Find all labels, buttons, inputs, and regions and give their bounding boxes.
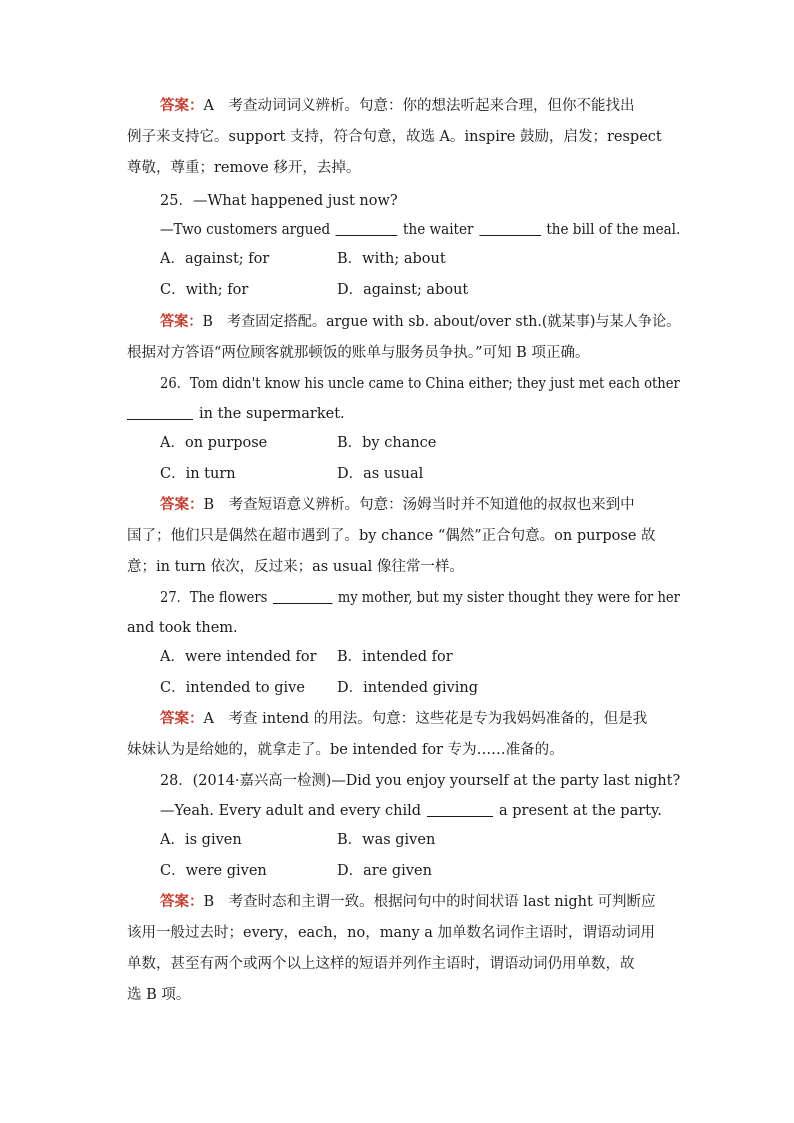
answer-label: 答案： xyxy=(160,893,204,910)
q24-answer-line-2: 例子来支持它。support 支持，符合句意，故选 A。inspire 鼓励，启发；respect xyxy=(127,129,662,145)
answer-label: 答案： xyxy=(160,496,204,513)
q28-stem-line-2 xyxy=(160,801,662,821)
q28-option-c: C．were given xyxy=(160,863,267,879)
answer-text: B 考查时态和主谓一致。根据问句中的时间状语 last night 可判断应 xyxy=(203,894,656,910)
stem-part: —Two customers argued xyxy=(160,222,331,238)
answer-label: 答案： xyxy=(160,97,204,114)
answer-text: B 考查短语意义辨析。句意：汤姆当时并不知道他的叔叔也来到中 xyxy=(203,497,635,513)
q26-stem-line-2 xyxy=(127,404,345,424)
q25-stem-line-1: 25．—What happened just now? xyxy=(160,193,398,209)
q28-stem-line-1: 28．(2014·嘉兴高一检测)—Did you enjoy yourself at the party last night? xyxy=(160,773,681,789)
q25-stem-line-2 xyxy=(160,220,680,240)
answer-text: A 考查动词词义辨析。句意：你的想法听起来合理，但你不能找出 xyxy=(203,98,635,114)
answer-blank xyxy=(127,405,193,420)
q27-option-c: C．intended to give xyxy=(160,680,305,696)
q25-answer-line-1 xyxy=(160,312,680,332)
q25-option-a: A．against; for xyxy=(160,251,270,267)
q25-option-c: C．with; for xyxy=(160,282,249,298)
q28-answer-line-4: 选 B 项。 xyxy=(127,987,191,1003)
q26-answer-line-3: 意；in turn 依次，反过来；as usual 像往常一样。 xyxy=(127,559,464,575)
q27-option-b: B．intended for xyxy=(337,649,453,665)
stem-part: my mother, but my sister thought they were for her xyxy=(337,590,680,606)
answer-blank xyxy=(427,802,493,817)
stem-part: in the supermarket. xyxy=(199,406,345,422)
q27-answer-line-1 xyxy=(160,709,647,729)
answer-blank xyxy=(479,221,541,236)
q28-option-d: D．are given xyxy=(337,863,432,879)
q28-answer-line-1 xyxy=(160,892,655,912)
stem-part: the waiter xyxy=(403,222,474,238)
answer-label: 答案： xyxy=(160,313,203,330)
q25-answer-line-2: 根据对方答语“两位顾客就那顿饭的账单与服务员争执。”可知 B 项正确。 xyxy=(127,345,590,361)
q26-answer-line-2: 国了；他们只是偶然在超市遇到了。by chance “偶然”正合句意。on purpose 故 xyxy=(127,528,656,544)
q25-option-d: D．against; about xyxy=(337,282,469,298)
q26-option-a: A．on purpose xyxy=(160,435,268,451)
q26-option-d: D．as usual xyxy=(337,466,424,482)
answer-text: B 考查固定搭配。argue with sb. about/over sth.(就某事)与某人争论。 xyxy=(202,314,681,330)
q27-option-d: D．intended giving xyxy=(337,680,478,696)
stem-part: —Yeah. Every adult and every child xyxy=(160,803,421,819)
q27-option-a: A．were intended for xyxy=(160,649,317,665)
q24-answer-line-1 xyxy=(160,96,634,116)
q26-option-b: B．by chance xyxy=(337,435,437,451)
q26-option-c: C．in turn xyxy=(160,466,236,482)
stem-part: a present at the party. xyxy=(499,803,662,819)
q28-answer-line-3: 单数，甚至有两个或两个以上这样的短语并列作主语时，谓语动词仍用单数，故 xyxy=(127,956,635,972)
answer-blank xyxy=(273,589,333,604)
q27-answer-line-2: 妹妹认为是给她的，就拿走了。be intended for 专为……准备的。 xyxy=(127,742,564,758)
q28-answer-line-2: 该用一般过去时；every，each，no，many a 加单数名词作主语时，谓语动词用 xyxy=(127,925,656,941)
answer-blank xyxy=(336,221,398,236)
q24-answer-line-3: 尊敬，尊重；remove 移开，去掉。 xyxy=(127,160,361,176)
stem-part: the bill of the meal. xyxy=(546,222,681,238)
q27-stem-line-2: and took them. xyxy=(127,620,238,636)
q26-stem-line-1: 26．Tom didn't know his uncle came to China either; they just met each other xyxy=(160,376,680,392)
answer-label: 答案： xyxy=(160,710,204,727)
q27-stem-line-1 xyxy=(160,588,680,608)
q25-option-b: B．with; about xyxy=(337,251,446,267)
q26-answer-line-1 xyxy=(160,495,635,515)
answer-text: A 考查 intend 的用法。句意：这些花是专为我妈妈准备的，但是我 xyxy=(203,711,648,727)
stem-part: 27．The flowers xyxy=(160,590,268,606)
q28-option-a: A．is given xyxy=(160,832,242,848)
q28-option-b: B．was given xyxy=(337,832,436,848)
